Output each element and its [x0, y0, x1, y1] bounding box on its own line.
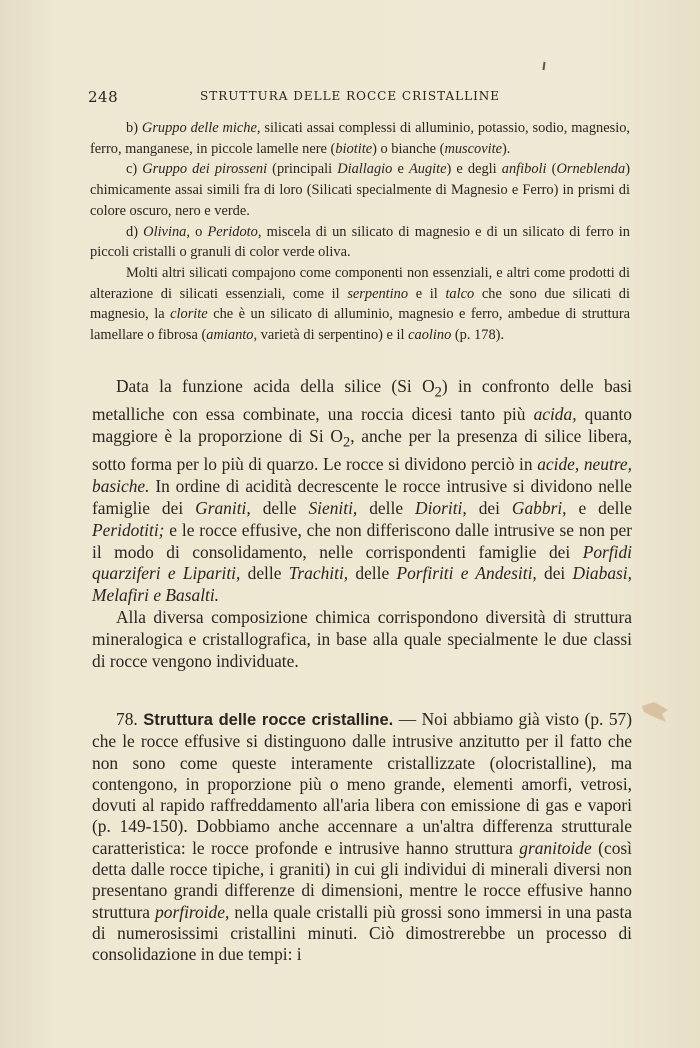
- text: ) o bianche (: [372, 140, 445, 157]
- text: che è un silicato di alluminio, magnesio e ferro, ambedue di struttura lamellare o fibrosa (: [90, 306, 630, 344]
- text: delle: [348, 563, 397, 584]
- text: delle: [357, 497, 416, 518]
- term-muscovite: muscovite: [444, 140, 502, 157]
- text: ).: [501, 140, 511, 157]
- term-clorite: clorite: [170, 306, 208, 323]
- term-porfiriti-andesiti: Porfiriti e Andesiti,: [396, 563, 537, 584]
- term-serpentino: serpentino: [347, 285, 409, 302]
- section-number: 78.: [116, 709, 144, 729]
- item-label-d: d): [126, 223, 144, 240]
- text: Molti altri silicati compajono come componenti non essenziali, e altri come prodotti di alterazione di silicati essenziali, come il: [90, 264, 630, 302]
- text: (p. 178).: [451, 327, 505, 344]
- text: e delle: [566, 497, 632, 518]
- small-print-block: [90, 118, 630, 346]
- term-orneblenda: Orneblenda: [556, 161, 626, 178]
- item-label-c: c): [126, 161, 143, 178]
- item-label-b: b): [126, 120, 142, 136]
- text: Data la funzione acida della silice (Si O: [116, 376, 435, 396]
- text: delle: [240, 563, 289, 584]
- text: dei: [466, 497, 512, 518]
- term-trachiti: Trachiti,: [288, 563, 349, 584]
- text: (principali: [267, 161, 338, 178]
- text: (: [546, 161, 557, 178]
- paragraph-micas: [90, 118, 630, 159]
- section-78: [92, 709, 632, 966]
- term-pirosseni: Gruppo dei pirosseni: [142, 161, 268, 178]
- term-acida: acida,: [533, 404, 577, 425]
- text: varietà di serpentino) e il: [257, 327, 409, 344]
- paragraph-pyroxenes: [90, 159, 630, 221]
- text: (così detta dalle rocce tipiche, i graniti) in cui gli individui di minerali diversi non presentano grandi differenze di dimensioni, mentre le rocce effusive hanno struttura: [92, 837, 632, 922]
- text: , anche per la presenza di silice libera, sotto forma per lo più di quarzo. Le rocce si dividono perciò in: [92, 426, 632, 475]
- paragraph-composition: Alla diversa composizione chimica corrispondono diversità di struttura mineralogica e cristallografica, in base alla quale specialmente le due classi di rocce vengono individuate.: [92, 606, 632, 671]
- term-peridoto: Peridoto,: [207, 223, 262, 240]
- text: o: [189, 223, 208, 240]
- text: e le rocce effusive, che non differiscono dalle intrusive se non per il modo di consolidamento, nelle corrispondenti famiglie dei: [92, 519, 632, 562]
- term-gabbri: Gabbri,: [511, 497, 567, 518]
- text: nella quale cristalli più grossi sono immersi in una pasta di numerosissimi cristallini minuti. Ciò dimostrerebbe un processo di consolidazione in due tempi: i: [92, 901, 633, 965]
- paragraph-acidity: [92, 376, 632, 607]
- text: In ordine di acidità decrescente le rocce intrusive si dividono nelle famiglie dei: [92, 476, 632, 518]
- term-anfiboli: anfiboli: [501, 161, 547, 178]
- section-title: Struttura delle rocce cristalline.: [143, 711, 394, 729]
- term-sieniti: Sieniti,: [308, 497, 358, 518]
- term-porfiroide: porfiroide,: [155, 901, 230, 922]
- term-graniti: Graniti,: [195, 497, 251, 518]
- paragraph-olivine: [90, 222, 630, 263]
- acidity-block: [92, 376, 632, 672]
- paragraph-structure: [92, 709, 632, 966]
- term-miche: Gruppo delle miche,: [141, 120, 261, 136]
- text: silicati assai complessi di alluminio, potassio, sodio, magnesio, ferro, manganese, in piccole lamelle nere (: [90, 120, 630, 157]
- term-augite: Augite: [408, 161, 447, 178]
- text: ) e degli: [446, 161, 502, 178]
- term-acide-neutre-basiche: acide, neutre, basiche.: [92, 454, 632, 497]
- paragraph-other-silicates: [90, 263, 630, 346]
- term-biotite: biotite: [335, 140, 373, 157]
- text: dei: [536, 563, 573, 584]
- text: Noi abbiamo già visto (p. 57) che le rocce effusive si distinguono dalle intrusive anzitutto per il fatto che non sono come queste interamente cristallizzate (olocristalline), ma contengono, in proporzione più o meno grande, elementi amorfi, vetrosi, dovuti al rapido raffreddamento all'aria libera con emissione di gas e vapori (p. 149-150). Dobbiamo anche accennare a un'altra differenza strutturale caratteristica: le rocce profonde e intrusive hanno struttura: [92, 709, 633, 858]
- text: delle: [250, 497, 309, 518]
- term-caolino: caolino: [408, 327, 452, 344]
- text: che sono due silicati di magnesio, la: [90, 285, 630, 323]
- text: ) in confronto delle basi metalliche con essa combinate, una roccia dicesi tanto più: [92, 376, 632, 425]
- term-dioriti: Dioriti,: [415, 497, 467, 518]
- term-peridotiti: Peridotiti;: [92, 519, 165, 540]
- text: miscela di un silicato di magnesio e di un silicato di ferro in piccoli cristalli o granuli di color verde oliva.: [90, 223, 630, 261]
- dash: —: [393, 709, 422, 729]
- term-diabasi-melafiri-basalti: Diabasi, Melafiri e Basalti.: [92, 563, 632, 606]
- term-porfidi-lipariti: Porfidi quarziferi e Lipariti,: [92, 541, 632, 584]
- text: e il: [408, 285, 446, 302]
- paper-tear-mark: [640, 700, 670, 726]
- term-diallagio: Diallagio: [337, 161, 393, 178]
- page-number: 248: [88, 88, 119, 106]
- term-granitoide: granitoide: [519, 837, 592, 858]
- text: ) chimicamente assai simili fra di loro (Silicati specialmente di Magnesio e Ferro) in prismi di colore oscuro, nero e verde.: [90, 161, 630, 219]
- term-amianto: amianto,: [206, 327, 258, 344]
- text: e: [392, 161, 409, 178]
- pencil-mark: [542, 62, 545, 70]
- term-talco: talco: [445, 285, 475, 302]
- text: quanto maggiore è la proporzione di Si O: [92, 404, 633, 447]
- term-olivina: Olivina,: [143, 223, 190, 240]
- subscript: 2: [434, 384, 442, 401]
- subscript: 2: [342, 434, 351, 451]
- running-title: STRUTTURA DELLE ROCCE CRISTALLINE: [200, 89, 501, 103]
